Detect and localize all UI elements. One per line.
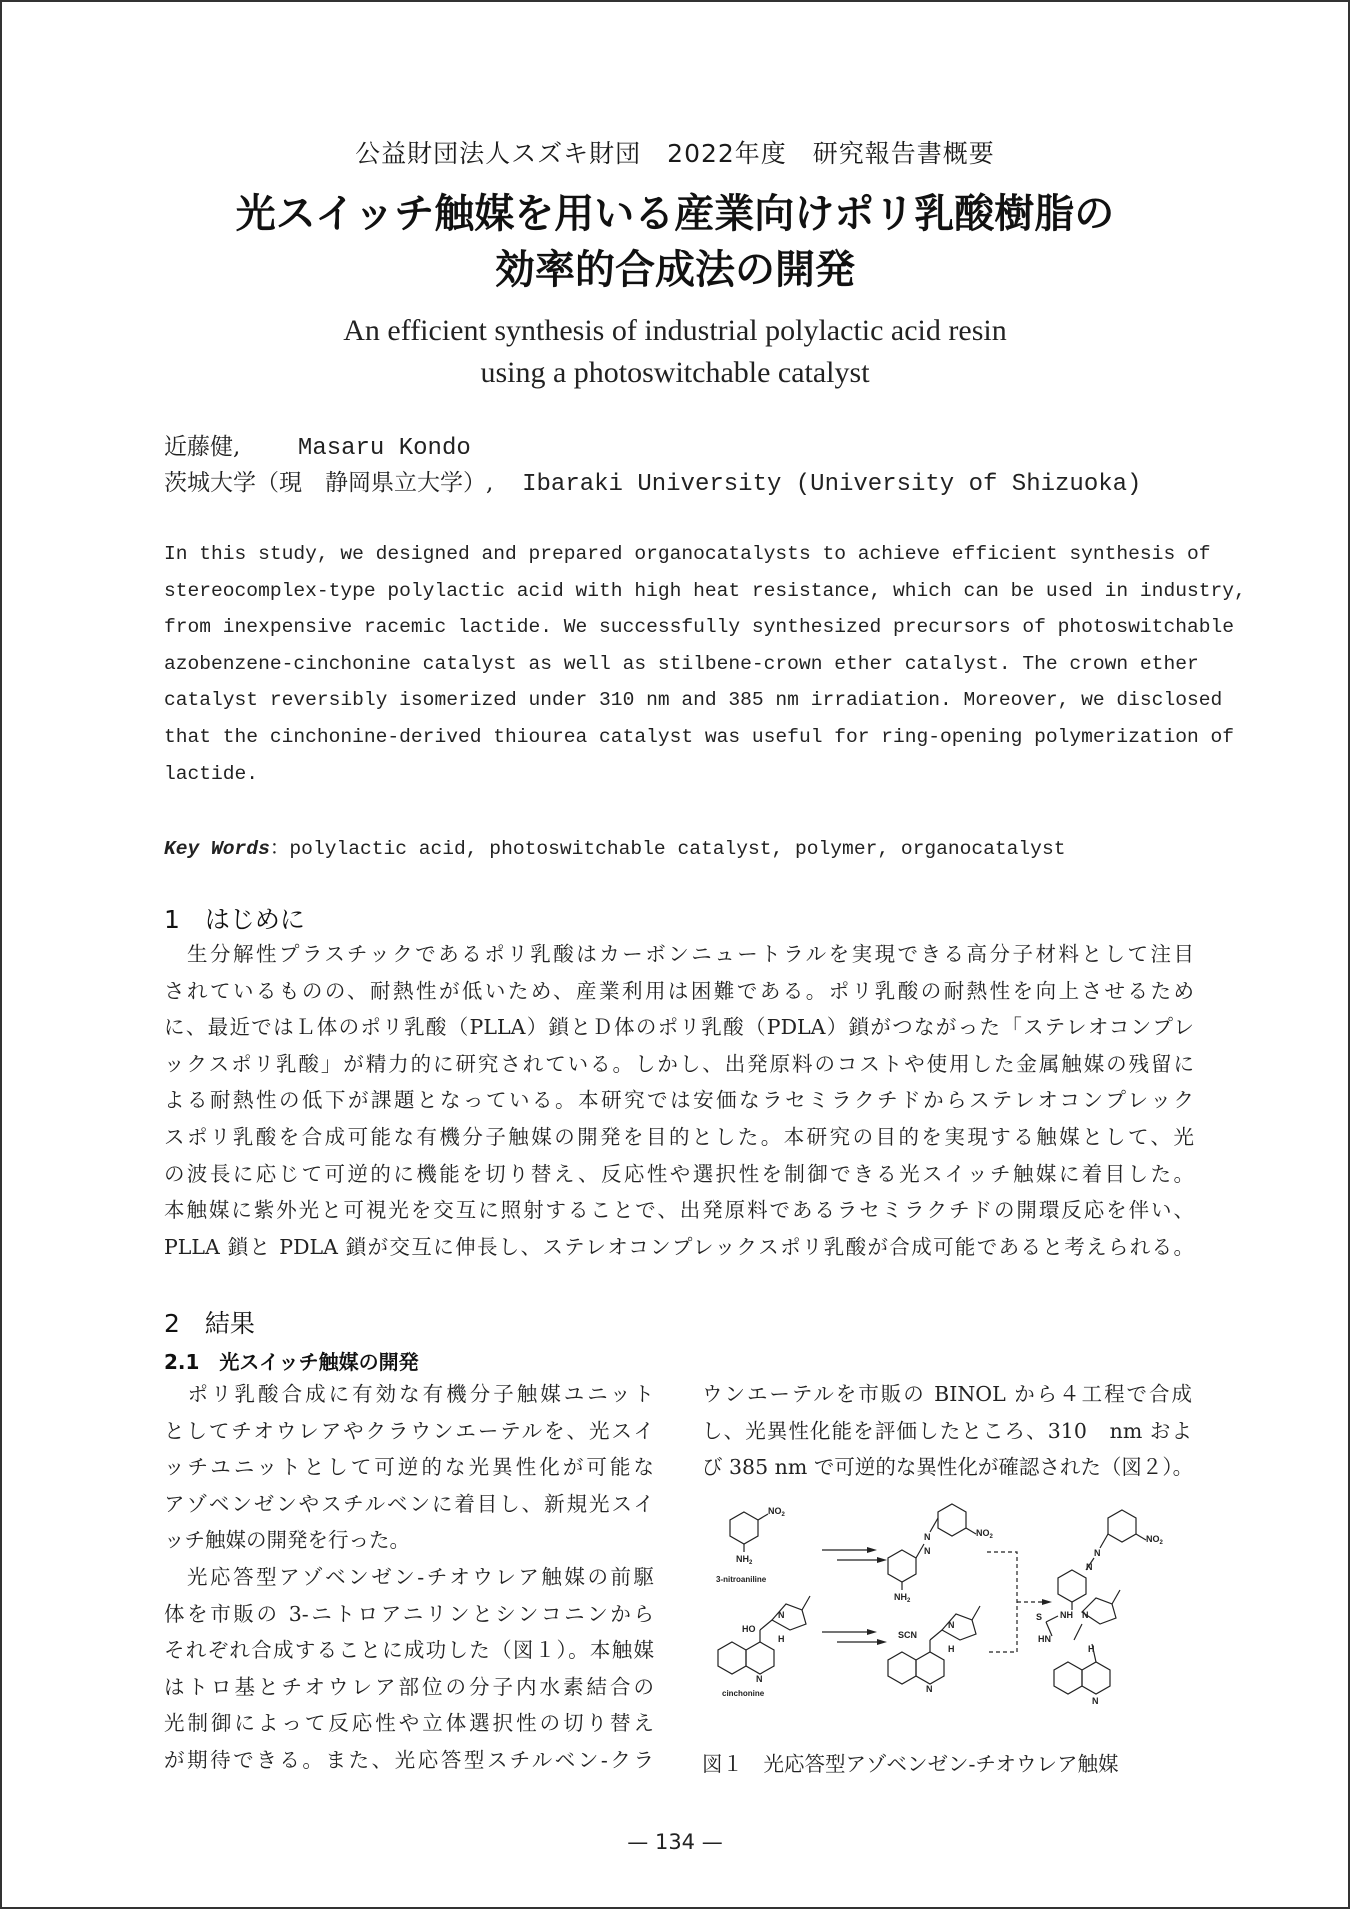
abstract-line: azobenzene-cinchonine catalyst as well as stilbene-crown ether catalyst. The crown ether [164, 652, 1199, 675]
abstract-line: from inexpensive racemic lactide. We successfully synthesized precursors of photoswitchable [164, 616, 1234, 639]
title-en-line-1: An efficient synthesis of industrial polylactic acid resin [343, 314, 1007, 347]
intro-line: PLLA 鎖と PDLA 鎖が交互に伸長し、ステレオコンプレックスポリ乳酸が合成可能であると考えられる。 [164, 1234, 1194, 1259]
label-h-2: H [948, 1644, 955, 1654]
abstract-line: that the cinchonine-derived thiourea catalyst was useful for ring-opening polymerization of [164, 725, 1234, 748]
results-line: アゾベンゼンやスチルベンに着目し、新規光スイ [164, 1491, 654, 1516]
label-h-3: H [1088, 1644, 1095, 1654]
benzene-ring-nitrophenyl [938, 1504, 966, 1536]
intro-line: よる耐熱性の低下が課題となっている。本研究では安価なラセミラクチドからステレオコンプレック [164, 1088, 1194, 1113]
intro-line: ックスポリ乳酸」が精力的に研究されている。しかし、出発原料のコストや使用した金属触媒の残留に [164, 1051, 1194, 1076]
keywords-text: polylactic acid, photoswitchable catalyst, polymer, organocatalyst [289, 838, 1066, 860]
label-n-quinoline-2: N [926, 1684, 933, 1694]
label-no2-2: $NO_2$ [976, 1528, 993, 1540]
figure-1-caption: 図１ 光応答型アゾベンゼン-チオウレア触媒 [702, 1752, 1119, 1776]
abstract-line: catalyst reversibly isomerized under 310 nm and 385 nm irradiation. Moreover, we disclosed [164, 689, 1223, 712]
title-ja-line-2: 効率的合成法の開発 [495, 247, 855, 293]
label-nh: NH [1060, 1610, 1073, 1620]
results-left-column [164, 1376, 654, 1779]
label-n-3: N [1082, 1610, 1089, 1620]
label-no2-3: $NO_2$ [1146, 1534, 1163, 1546]
abstract-line: lactide. [164, 762, 259, 785]
intro-line: 本触媒に紫外光と可視光を交互に照射することで、出発原料であるラセミラクチドの開環反応を伴い、 [164, 1198, 1194, 1223]
results-line: それぞれ合成することに成功した（図１）。本触媒 [164, 1638, 654, 1663]
label-3-nitroaniline: 3-nitroaniline [716, 1575, 767, 1584]
keywords [164, 831, 1065, 860]
results-right-column [702, 1376, 1192, 1486]
label-nh2-1: $NH_2$ [736, 1554, 753, 1566]
author-name [164, 428, 471, 462]
abstract [164, 536, 1246, 792]
label-nh2-2: $NH_2$ [894, 1592, 911, 1604]
benzene-ring-aniline [888, 1550, 916, 1582]
report-series-header: 公益財団法人スズキ財団 2022年度 研究報告書概要 [355, 139, 995, 168]
label-no2-1: $NO_2$ [768, 1506, 785, 1518]
results-line: ッチユニットとして可逆的な光異性化が可能な [164, 1455, 654, 1480]
intro-line: に、最近ではＬ体のポリ乳酸（PLLA）鎖とＤ体のポリ乳酸（PDLA）鎖がつながった「ステレオコンプレ [164, 1015, 1194, 1040]
label-s: S [1036, 1612, 1043, 1622]
figure-1-scheme [702, 1492, 1222, 1732]
results-line: が期待できる。また、光応答型スチルベン-クラ [164, 1747, 654, 1772]
results-line: 体を市販の 3-ニトロアニリンとシンコニンから [164, 1601, 654, 1626]
title-ja-line-1: 光スイッチ触媒を用いる産業向けポリ乳酸樹脂の [235, 191, 1115, 237]
label-cinchonine: cinchonine [722, 1689, 765, 1698]
abstract-line: In this study, we designed and prepared organocatalysts to achieve efficient synthesis of [164, 543, 1211, 565]
label-azo-n1: N [924, 1532, 931, 1542]
label-scn: SCN [898, 1630, 918, 1640]
abstract-line: stereocomplex-type polylactic acid with high heat resistance, which can be used in industry, [164, 579, 1246, 602]
results-line: はトロ基とチオウレア部位の分子内水素結合の [164, 1674, 654, 1699]
label-azo-n4: N [1086, 1562, 1093, 1572]
label-n-quinuclidine: N [778, 1610, 785, 1620]
label-n-quinoline-3: N [1092, 1696, 1099, 1706]
intro-line: 生分解性プラスチックであるポリ乳酸はカーボンニュートラルを実現できる高分子材料として注目 [164, 942, 1194, 966]
label-h: H [778, 1634, 785, 1644]
results-line: ウンエーテルを市販の BINOL から４工程で合成 [702, 1382, 1192, 1406]
affiliation-en: Ibaraki University (University of Shizuoka) [522, 471, 1142, 498]
label-azo-n2: N [924, 1546, 931, 1556]
results-line: び 385 nm で可逆的な異性化が確認された（図２）。 [702, 1455, 1194, 1480]
results-line: ッチ触媒の開発を行った。 [164, 1528, 410, 1553]
keywords-separator: ： [269, 838, 290, 860]
label-n-2: N [948, 1620, 955, 1630]
author-name-ja: 近藤健, [164, 434, 241, 460]
author-name-en: Masaru Kondo [297, 435, 471, 462]
page-number: — 134 — [627, 1830, 723, 1854]
label-ho: HO [742, 1624, 756, 1634]
subsection-heading-catalyst: 2.1 光スイッチ触媒の開発 [164, 1350, 419, 1374]
benzene-ring-nitroaniline [730, 1512, 758, 1544]
intro-line: されているものの、耐熱性が低いため、産業利用は困難である。ポリ乳酸の耐熱性を向上させるため [164, 978, 1194, 1003]
reaction-scheme-diagram [702, 1492, 1222, 1732]
intro-line: スポリ乳酸を合成可能な有機分子触媒の開発を目的とした。本研究の目的を実現する触媒として、光 [164, 1124, 1194, 1149]
label-azo-n3: N [1094, 1548, 1101, 1558]
section-heading-results: 2 結果 [164, 1309, 255, 1338]
intro-paragraph [164, 936, 1194, 1265]
section-heading-intro: 1 はじめに [164, 905, 305, 934]
label-n-quinoline: N [756, 1674, 763, 1684]
affiliation-ja: 茨城大学（現 静岡県立大学）, [164, 470, 494, 496]
results-line: 光応答型アゾベンゼン-チオウレア触媒の前駆 [164, 1564, 654, 1589]
intro-line: の波長に応じて可逆的に機能を切り替え、反応性や選択性を制御できる光スイッチ触媒に着目した。 [164, 1161, 1194, 1186]
title-en-line-2: using a photoswitchable catalyst [480, 356, 870, 389]
results-line: としてチオウレアやクラウンエーテルを、光スイ [164, 1418, 654, 1443]
results-line: し、光異性化能を評価したところ、310 nm およ [702, 1418, 1192, 1443]
label-hn: HN [1038, 1634, 1051, 1644]
keywords-label: Key Words [164, 838, 270, 860]
results-line: ポリ乳酸合成に有効な有機分子触媒ユニット [164, 1382, 654, 1406]
author-affiliation [164, 464, 1141, 498]
results-line: 光制御によって反応性や立体選択性の切り替え [164, 1711, 654, 1736]
